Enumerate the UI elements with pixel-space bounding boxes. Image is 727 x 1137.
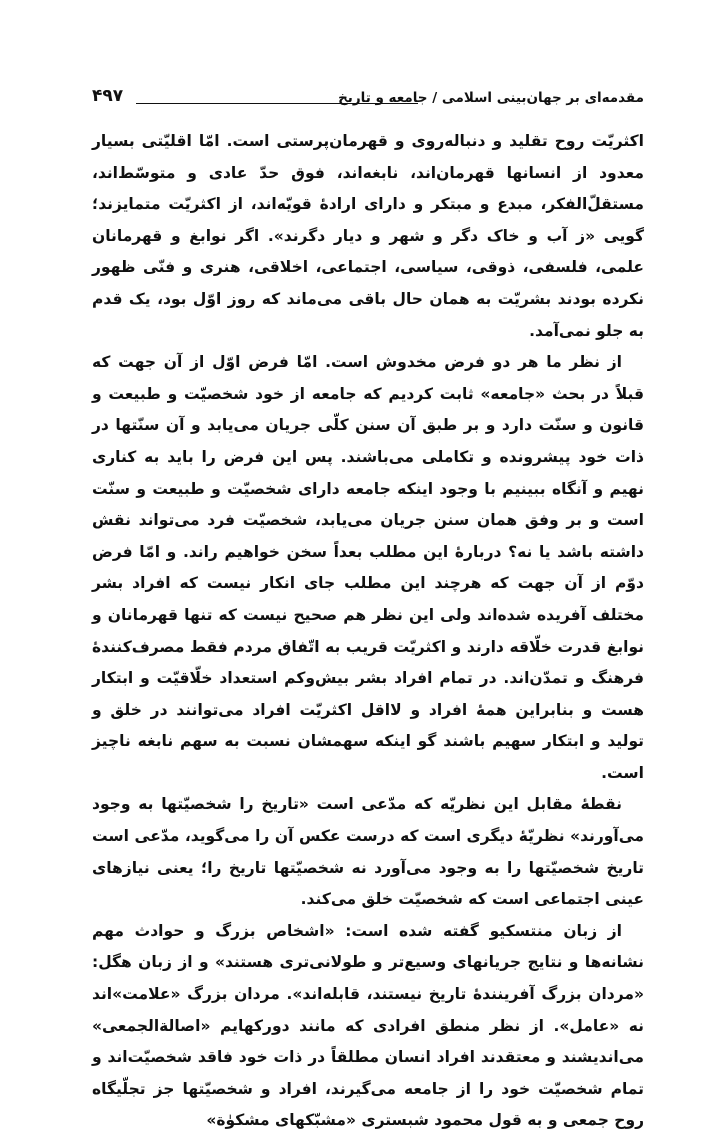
paragraph-continuation: اکثریّت روح تقلید و دنباله‌روی و قهرمان‌پرستی است. امّا اقلیّتی بسیار معدود از انسانها قهرمان‌اند، نابغه‌اند، فوق حدّ عادی و متوسّط‌اند، مستقلّ‌الفکر، مبدع و مبتکر و دارای ارادهٔ قویّه‌اند، از اکثریّت متمایزند؛ گویی «ز آب و خاک دگر و شهر و دیار دگرند». اگر نوابغ و قهرمانان علمی، فلسفی، ذوقی، سیاسی، اجتماعی، اخلاقی، هنری و فنّی ظهور نکرده بودند بشریّت به همان حال باقی می‌ماند که روز اوّل بود، یک قدم به جلو نمی‌آمد.: [92, 132, 644, 340]
paragraph: از نظر ما هر دو فرض مخدوش است. امّا فرض اوّل از آن جهت که قبلاً در بحث «جامعه» ثابت کردیم که جامعه از خود شخصیّت و طبیعت و قانون و سنّت دارد و بر طبق آن سنن کلّی جریان می‌یابد و آن سنّتها در ذات خود پیشرونده و تکاملی می‌باشند. پس این فرض را باید به کناری نهیم و آنگاه ببینیم با وجود اینکه جامعه دارای شخصیّت و طبیعت و سنّت است و بر وفق همان سنن جریان می‌یابد، شخصیّت فرد می‌تواند نقش داشته باشد یا نه؟ دربارهٔ این مطلب بعداً سخن خواهیم راند. و امّا فرض دوّم از آن جهت که هرچند این مطلب جای انکار نیست که افراد بشر مختلف آفریده شده‌اند ولی این نظر هم صحیح نیست که تنها قهرمانان و نوابغ قدرت خلّاقه دارند و اکثریّت قریب به اتّفاق مردم فقط مصرف‌کنندهٔ فرهنگ و تمدّن‌اند. در تمام افراد بشر بیش‌وکم استعداد خلّاقیّت و ابتکار هست و بنابراین همهٔ افراد و لااقل اکثریّت افراد می‌توانند در خلق و تولید و ابتکار سهیم باشند گو اینکه سهمشان نسبت به سهم نابغه ناچیز است.: [92, 353, 644, 782]
paragraph: از زبان منتسکیو گفته شده است: «اشخاص بزرگ و حوادث مهم نشانه‌ها و نتایج جریانهای وسیع‌تر و طولانی‌تری هستند» و از زبان هگل: «مردان بزرگ آفرینندهٔ تاریخ نیستند، قابله‌اند». مردان بزرگ «علامت»‌اند نه «عامل». از نظر منطق افرادی که مانند دورکهایم «اصالة‌الجمعی» می‌اندیشند و معتقدند افراد انسان مطلقاً در ذات خود فاقد شخصیّت‌اند و تمام شخصیّت خود را از جامعه می‌گیرند، افراد و شخصیّتها جز تجلّیگاه روح جمعی و به قول محمود شبستری «مشبّکهای مشکوٰة»: [92, 921, 644, 1130]
page-header: [92, 86, 644, 112]
header-rule: [136, 103, 418, 104]
page-number: ۴۹۷: [92, 86, 124, 106]
body-text: [92, 126, 644, 1137]
running-title: مقدمه‌ای بر جهان‌بینی اسلامی / جامعه و تاریخ: [338, 90, 644, 106]
paragraph: نقطهٔ مقابل این نظریّه که مدّعی است «تاریخ را شخصیّتها به وجود می‌آورند» نظریّهٔ دیگری است که درست عکس آن را می‌گوید، مدّعی است تاریخ شخصیّتها را به وجود می‌آورد نه شخصیّتها تاریخ را؛ یعنی نیازهای عینی اجتماعی است که شخصیّت خلق می‌کند.: [92, 795, 644, 909]
